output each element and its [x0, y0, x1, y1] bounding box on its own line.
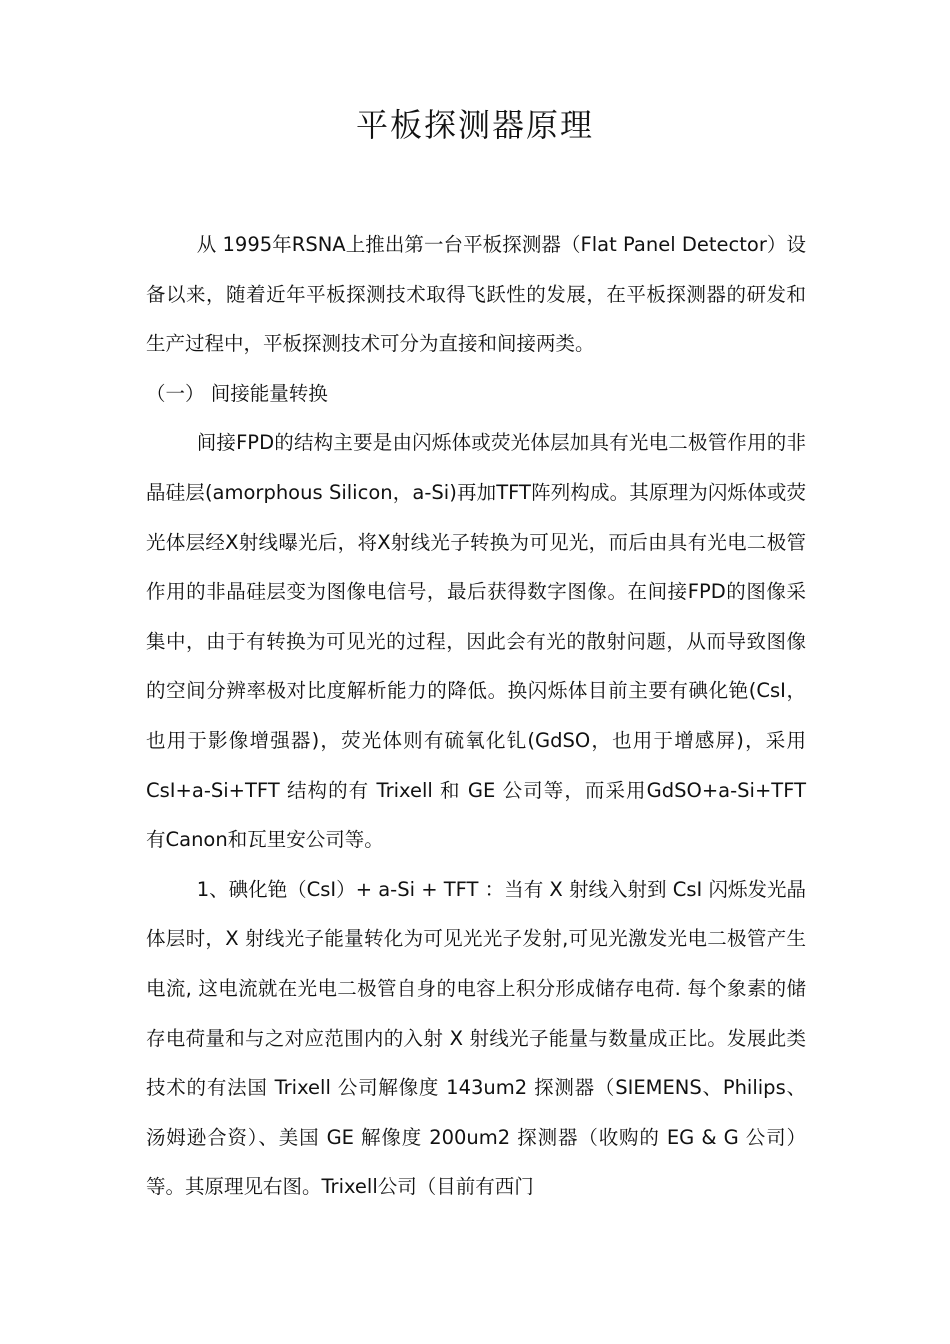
indirect-fpd-paragraph: 间接FPD的结构主要是由闪烁体或荧光体层加具有光电二极管作用的非晶硅层(amorphous Silicon，a-Si)再加TFT阵列构成。其原理为闪烁体或荧光体层经X射线曝光后，将X射线光子转换为可见光，而后由具有光电二极管作用的非晶硅层变为图像电信号，最后获得数字图像。在间接FPD的图像采集中，由于有转换为可见光的过程，因此会有光的散射问题，从而导致图像的空间分辨率极对比度解析能力的降低。换闪烁体目前主要有碘化铯(CsI，也用于影像增强器)，荧光体则有硫氧化钆(GdSO，也用于增感屏)，采用 CsI+a-Si+TFT 结构的有 Trixell 和 GE 公司等，而采用GdSO+a-Si+TFT有Canon和瓦里安公司等。 [146, 431, 806, 852]
document-body [146, 220, 806, 1212]
intro-paragraph: 从 1995年RSNA上推出第一台平板探测器（Flat Panel Detector）设备以来，随着近年平板探测技术取得飞跃性的发展，在平板探测器的研发和生产过程中，平板探测技术可分为直接和间接两类。 [146, 233, 806, 356]
csi-paragraph: 1、碘化铯（CsI）+ a-Si + TFT ：当有 X 射线入射到 CsI 闪烁发光晶体层时，X 射线光子能量转化为可见光光子发射,可见光激发光电二极管产生电流, 这电流就在光电二极管自身的电容上积分形成储存电荷. 每个象素的储存电荷量和与之对应范围内的入射 X 射线光子能量与数量成正比。发展此类技术的有法国 Trixell 公司解像度 143um2 探测器（SIEMENS、Philips、汤姆逊合资）、美国 GE 解像度 200um2 探测器（收购的 EG & G 公司）等。其原理见右图。Trixell公司（目前有西门 [146, 877, 806, 1199]
section-heading: （一） 间接能量转换 [146, 381, 328, 405]
document-title: 平板探测器原理 [355, 106, 594, 144]
